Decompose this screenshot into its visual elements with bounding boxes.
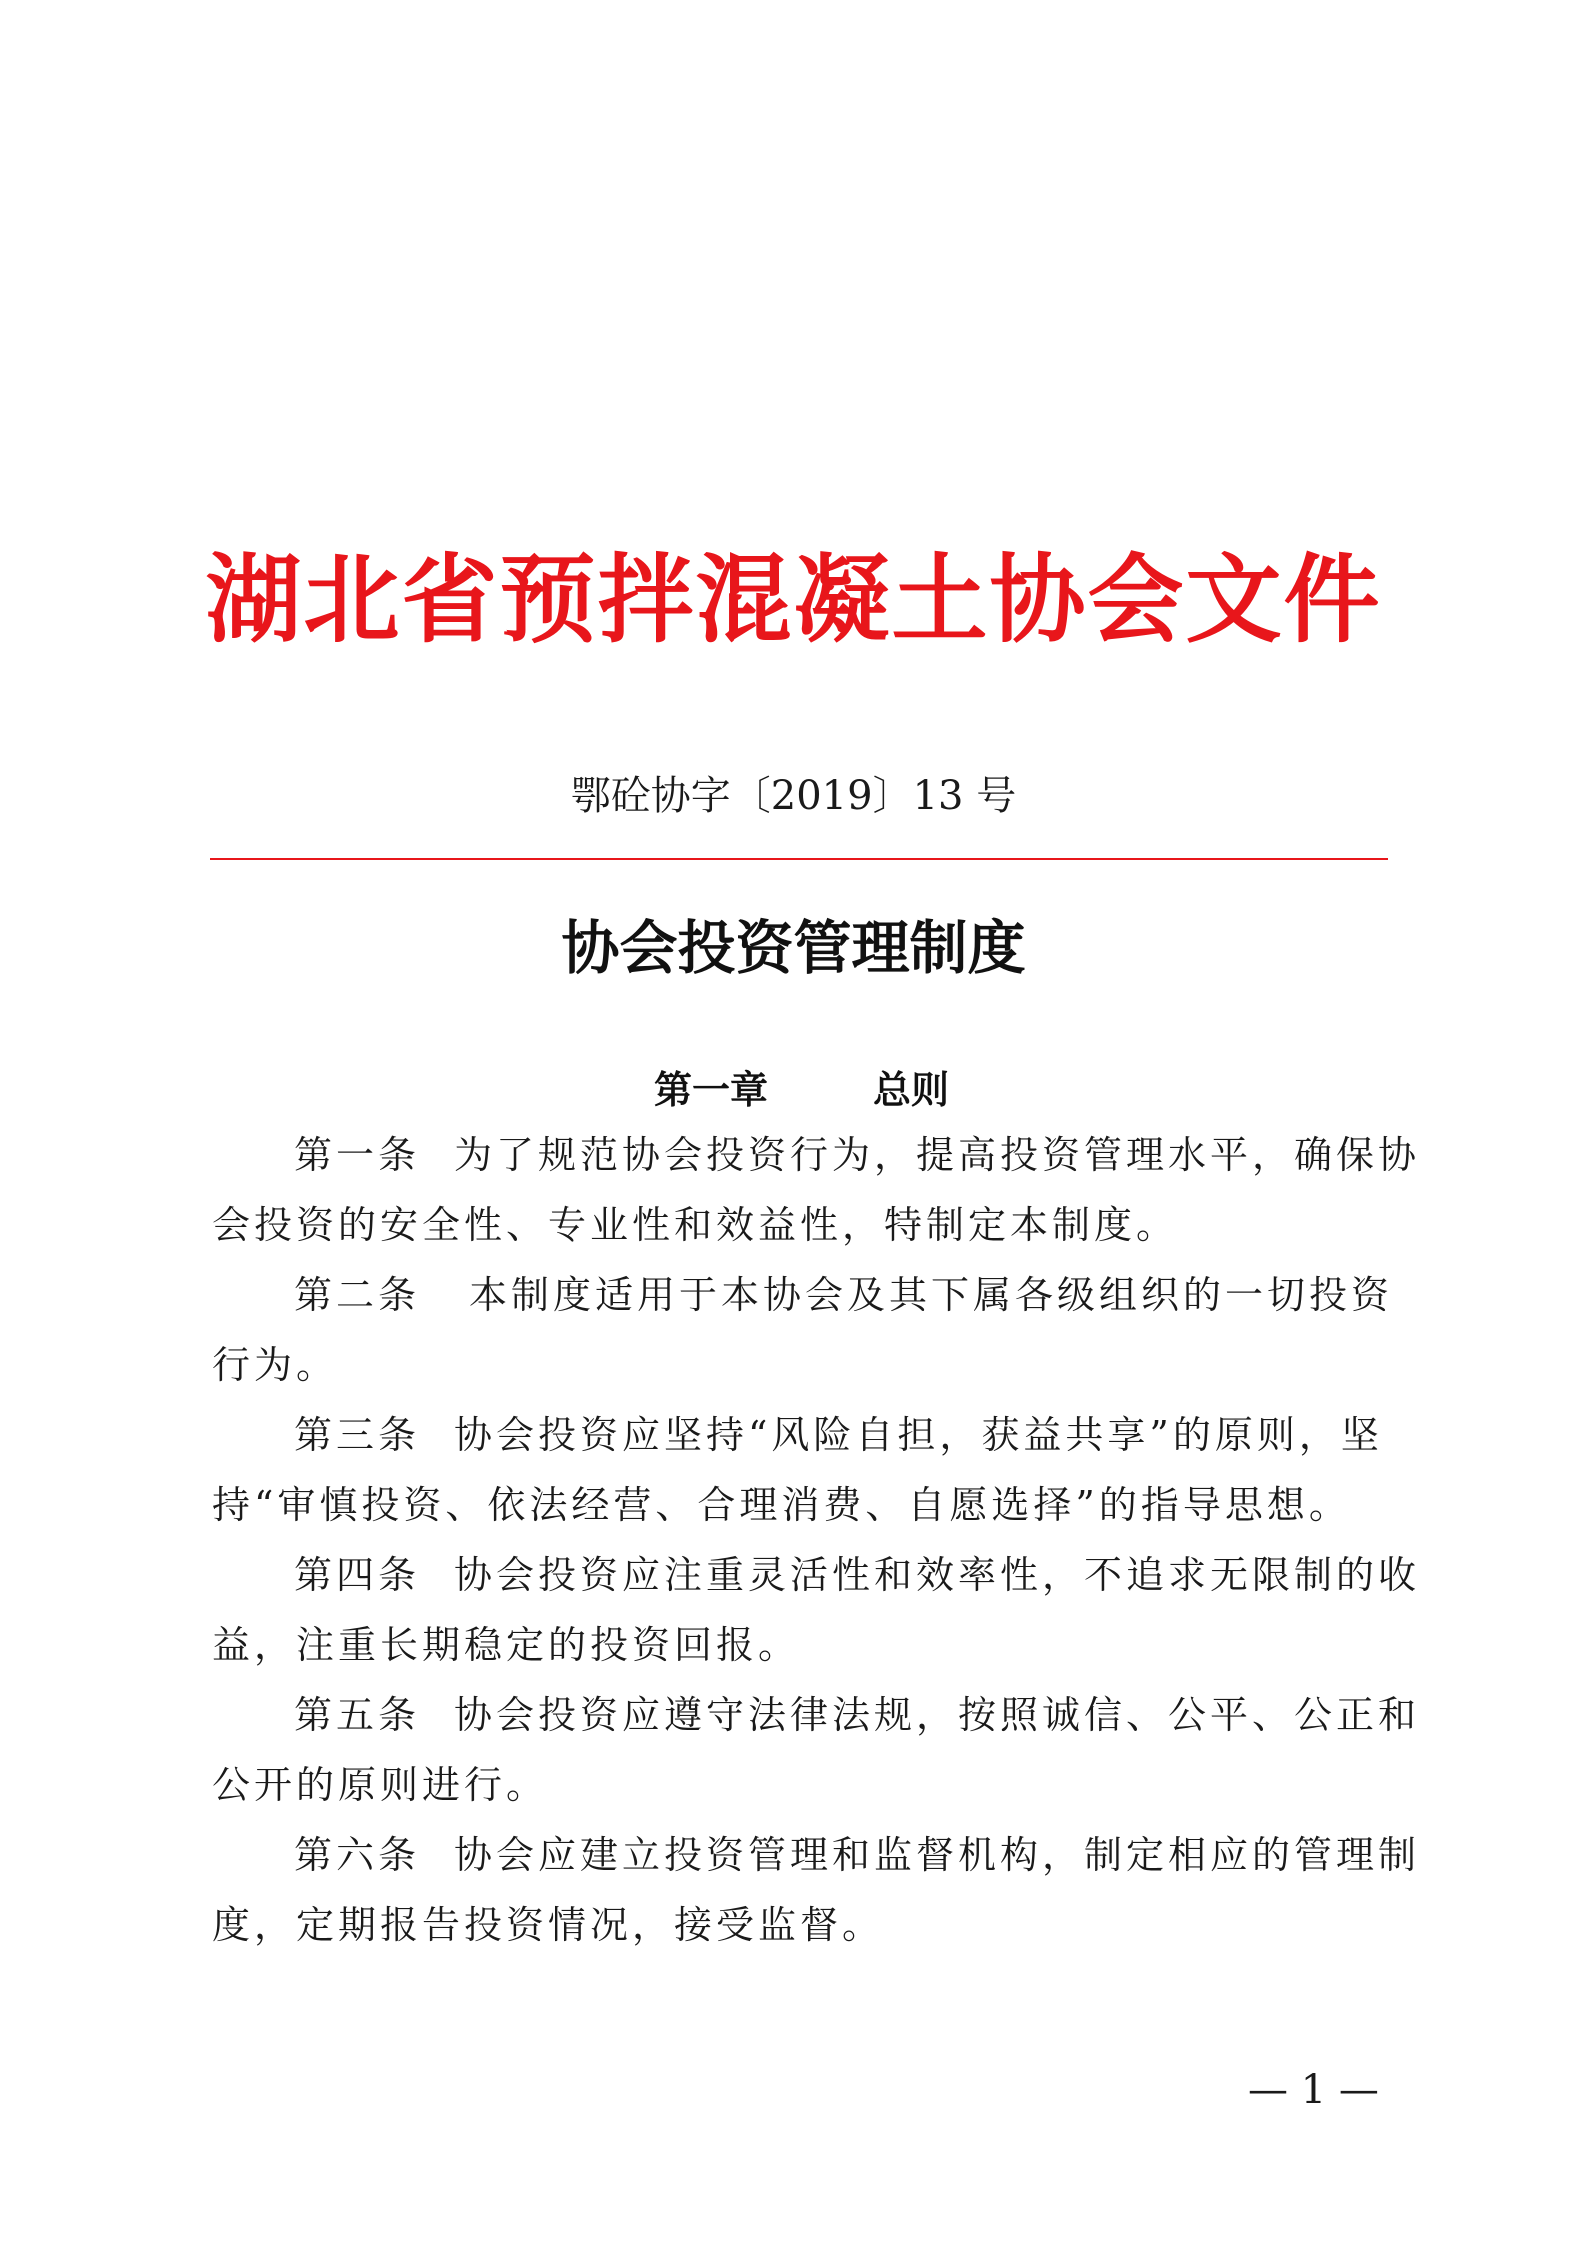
document-number: 鄂砼协字〔2019〕13 号	[570, 773, 1017, 819]
article-text: 为了规范协会投资行为，提高投资管理水平，确保协	[454, 1133, 1421, 1177]
article-text: 协会投资应坚持“风险自担，获益共享”的原则，坚	[454, 1413, 1383, 1457]
article-2	[212, 1260, 1394, 1400]
article-4	[212, 1540, 1421, 1680]
article-first-line	[212, 1400, 1382, 1470]
article-label: 第三条	[294, 1413, 421, 1457]
issuing-organization-title: 湖北省预拌混凝土协会文件	[205, 543, 1382, 656]
article-continuation-line: 会投资的安全性、专业性和效益性，特制定本制度。	[212, 1203, 1179, 1247]
article-1	[212, 1120, 1421, 1260]
article-first-line	[212, 1680, 1421, 1750]
article-first-line	[212, 1120, 1421, 1190]
chapter-number: 第一章	[654, 1068, 769, 1112]
article-first-line	[212, 1540, 1421, 1610]
article-continuation-line: 行为。	[212, 1343, 339, 1387]
document-title: 协会投资管理制度	[561, 914, 1026, 982]
article-label: 第二条	[294, 1273, 421, 1317]
header-divider-line	[210, 858, 1388, 860]
article-label: 第五条	[294, 1693, 421, 1737]
article-first-line	[212, 1260, 1394, 1330]
article-5	[212, 1680, 1421, 1820]
article-continuation-line: 度，定期报告投资情况，接受监督。	[212, 1903, 885, 1947]
article-text: 协会投资应注重灵活性和效率性，不追求无限制的收	[454, 1553, 1421, 1597]
article-text: 协会应建立投资管理和监督机构，制定相应的管理制	[454, 1833, 1421, 1877]
article-6	[212, 1820, 1421, 1960]
article-label: 第六条	[294, 1833, 421, 1877]
article-3	[212, 1400, 1382, 1540]
article-text: 协会投资应遵守法律法规，按照诚信、公平、公正和	[454, 1693, 1421, 1737]
article-label: 第一条	[294, 1133, 421, 1177]
page-number: — 1 —	[1248, 2067, 1379, 2113]
article-label: 第四条	[294, 1553, 421, 1597]
article-continuation-line: 益，注重长期稳定的投资回报。	[212, 1623, 801, 1667]
chapter-name: 总则	[873, 1068, 950, 1112]
article-continuation-line: 公开的原则进行。	[212, 1763, 549, 1807]
article-continuation-line: 持“审慎投资、依法经营、合理消费、自愿选择”的指导思想。	[212, 1483, 1351, 1527]
article-first-line	[212, 1820, 1421, 1890]
article-text: 本制度适用于本协会及其下属各级组织的一切投资	[469, 1273, 1394, 1317]
